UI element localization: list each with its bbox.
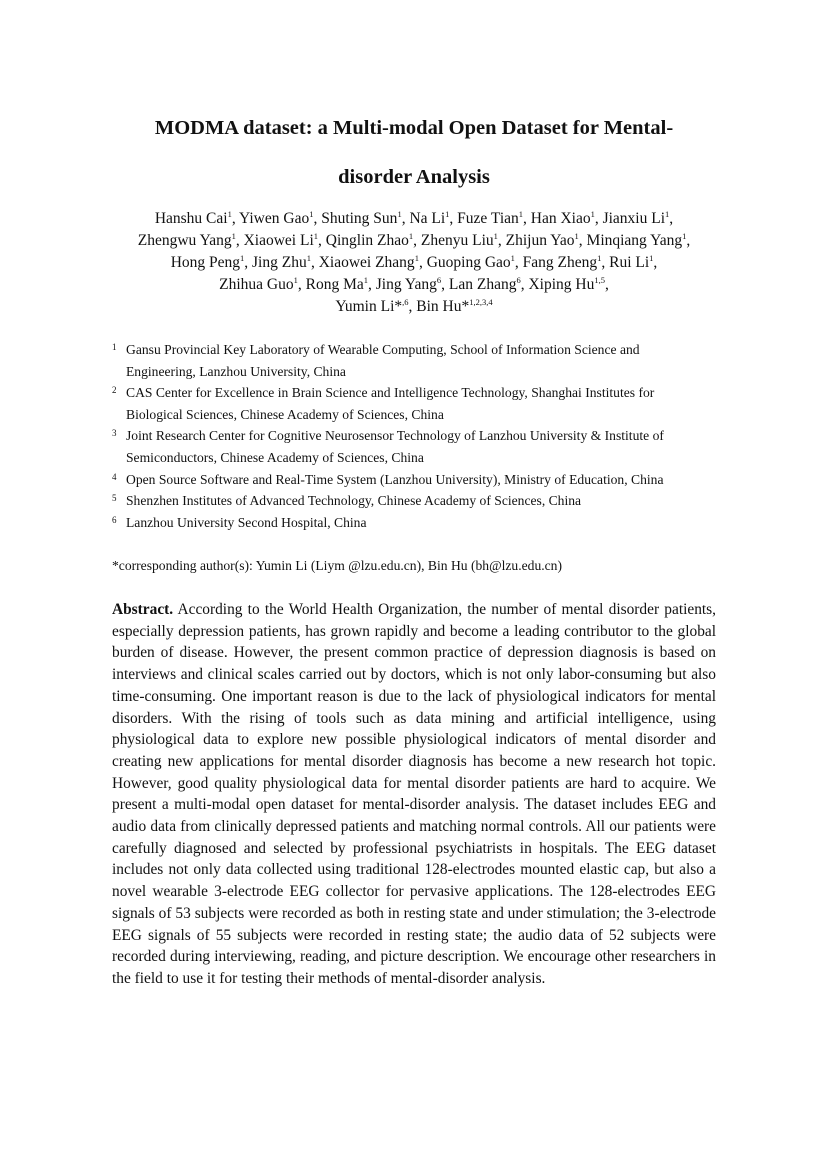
author-line: Zhihua Guo$^1$, Rong Ma$^1$, Jing Yang$^6$, Lan Zhang$^6$, Xiping Hu$^{1,5}$, [219,275,609,293]
author-name: Jianxiu Li [602,210,666,227]
author-name: Zhengwu Yang [137,232,232,249]
affiliation-number: 2 [112,385,117,396]
affiliation-item [112,490,716,512]
author-affiliation-mark: 1 [293,275,298,285]
affiliation-number: 4 [112,471,117,482]
author-name: Rui Li [609,254,650,271]
author-name: Shuting Sun [321,210,398,227]
author-affiliation-mark: 1 [306,253,311,263]
affiliation-item [112,339,716,382]
author-affiliation-mark: 1 [682,231,687,241]
author-affiliation-mark: 1 [493,231,498,241]
abstract [112,599,716,990]
affiliation-list [112,339,716,533]
author-name: Han Xiao [530,210,591,227]
title-line-1: MODMA dataset: a Multi-modal Open Dataset for Mental- [154,117,674,139]
affiliation-item [112,425,716,468]
author-line: Zhengwu Yang$^1$, Xiaowei Li$^1$, Qinglin Zhao$^1$, Zhenyu Liu$^1$, Zhijun Yao$^1$, Minqiang Yang$^1$, [137,231,691,249]
affiliation-text: Joint Research Center for Cognitive Neurosensor Technology of Lanzhou University & Institute of [126,428,664,444]
author-name: Bin Hu* [416,298,470,315]
affiliation-text: Lanzhou University Second Hospital, China [126,514,367,530]
author-affiliation-mark: 6 [436,275,442,285]
author-list [105,208,723,318]
author-name: Rong Ma [305,276,364,293]
author-name: Jing Yang [375,276,437,293]
author-affiliation-mark: 1 [231,231,236,241]
author-name: Hanshu Cai [154,210,228,227]
affiliation-text-continued: Semiconductors, Chinese Academy of Sciences, China [126,449,424,465]
author-affiliation-mark: 1,2,3,4 [469,297,493,307]
author-line: Hanshu Cai$^1$, Yiwen Gao$^1$, Shuting Sun$^1$, Na Li$^1$, Fuze Tian$^1$, Han Xiao$^1$, Jianxiu Li$^1$, [154,209,674,227]
author-name: Fuze Tian [457,210,519,227]
author-affiliation-mark: 1 [240,253,245,263]
author-line: Hong Peng$^1$, Jing Zhu$^1$, Xiaowei Zhang$^1$, Guoping Gao$^1$, Fang Zheng$^1$, Rui Li$^1$, [170,253,658,271]
author-name: Hong Peng [170,254,241,271]
author-affiliation-mark: 1 [227,209,232,219]
affiliation-number: 6 [112,514,117,525]
author-affiliation-mark: 1 [363,275,368,285]
abstract-label: Abstract. [112,601,174,618]
author-affiliation-mark: 1 [590,209,595,219]
paper-title [112,104,716,202]
author-affiliation-mark: 1 [649,253,654,263]
affiliation-item [112,469,716,491]
author-affiliation-mark: 1 [597,253,602,263]
affiliation-item [112,382,716,425]
affiliation-text: Gansu Provincial Key Laboratory of Wearable Computing, School of Information Science and [126,342,640,357]
author-name: Xiaowei Li [243,232,314,249]
affiliation-number: 1 [112,342,117,352]
author-affiliation-mark: 1 [397,209,402,219]
affiliation-text-continued: Engineering, Lanzhou University, China [126,363,346,379]
author-affiliation-mark: 1 [414,253,419,263]
author-name: Qinglin Zhao [325,232,409,249]
author-name: Guoping Gao [426,254,511,271]
author-affiliation-mark: 1 [518,209,524,219]
author-name: Jing Zhu [252,254,307,271]
title-line-2: disorder Analysis [338,166,490,188]
author-name: Zhenyu Liu [420,232,494,249]
author-affiliation-mark: 1 [313,231,319,241]
author-name: Zhijun Yao [505,232,575,249]
affiliation-text: Shenzhen Institutes of Advanced Technology, Chinese Academy of Sciences, China [126,493,582,509]
author-name: Xiping Hu [528,276,595,293]
affiliation-item [112,512,716,534]
author-name: Yumin Li* [335,298,403,315]
corresponding-authors: *corresponding author(s): Yumin Li (Liym @lzu.edu.cn), Bin Hu (bh@lzu.edu.cn) [112,558,562,573]
author-line: Yumin Li*$^{,6}$, Bin Hu*$^{1,2,3,4}$ [335,297,493,315]
affiliation-number: 3 [112,428,117,439]
author-affiliation-mark: 1 [574,231,579,241]
author-name: Minqiang Yang [586,232,683,249]
affiliation-text-continued: Biological Sciences, Chinese Academy of Sciences, China [126,406,444,422]
affiliation-text: Open Source Software and Real-Time System (Lanzhou University), Ministry of Education, China [126,471,664,487]
affiliation-text: CAS Center for Excellence in Brain Science and Intelligence Technology, Shanghai Institutes for [126,385,655,401]
author-affiliation-mark: 1,5 [594,275,605,285]
author-affiliation-mark: 1 [510,253,515,263]
author-name: Lan Zhang [448,276,517,293]
author-affiliation-mark: 6 [516,275,521,285]
author-name: Fang Zheng [522,254,598,271]
author-affiliation-mark: 1 [408,231,414,241]
author-name: Yiwen Gao [239,210,310,227]
author-affiliation-mark: 1 [665,209,670,219]
abstract-text: According to the World Health Organization, the number of mental disorder patients, especially depression patients, has grown rapidly and become a leading contributor to the global burden of disease. However, the present common practice of depression diagnosis is based on interviews and clinical scales carried out by doctors, which is not only labor-consuming but also time-consuming. One important reason is due to the lack of physiological indicators for mental disorders. With the rising of tools such as data mining and artificial intelligence, using physiological data to explore new possible physiological indicators of mental disorder and creating new applications for mental disorder diagnosis has become a new research hot topic. However, good quality physiological data for mental disorder patients are hard to acquire. We present a multi-modal open dataset for mental-disorder analysis. The dataset includes EEG and audio data from clinically depressed patients and matching normal controls. All our patients were carefully diagnosed and selected by professional psychiatrists in hospitals. The EEG dataset includes not only data collected using traditional 128-electrodes mounted elastic cap, but also a novel wearable 3-electrode EEG collector for pervasive applications. The 128-electrodes EEG signals of 53 subjects were recorded as both in resting state and under stimulation; the 3-electrode EEG signals of 55 subjects were recorded in resting state; the audio data of 52 subjects were recorded during interviewing, reading, and picture description. We encourage other researchers in the field to use it for testing their methods of mental-disorder analysis. [112,601,717,987]
author-name: Xiaowei Zhang [318,254,415,271]
author-affiliation-mark: ,6 [402,297,409,307]
affiliation-number: 5 [112,493,117,504]
author-name: Zhihua Guo [219,276,294,293]
author-affiliation-mark: 1 [445,209,450,219]
author-name: Na Li [409,210,446,227]
author-affiliation-mark: 1 [309,209,314,219]
